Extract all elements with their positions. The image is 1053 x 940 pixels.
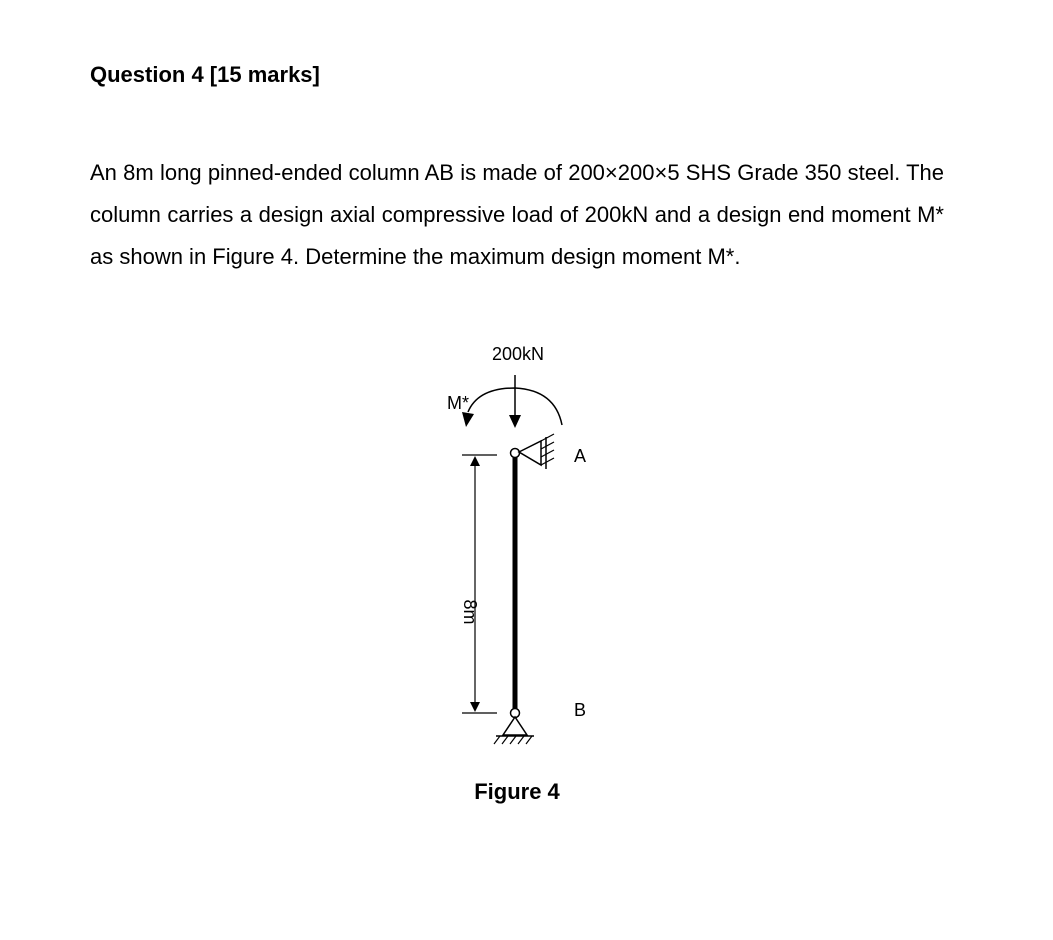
load-label: 200kN bbox=[491, 344, 545, 364]
length-dimension bbox=[462, 455, 497, 713]
figure-caption: Figure 4 bbox=[474, 779, 560, 804]
length-label: 8m bbox=[460, 599, 480, 625]
pin-support-bottom bbox=[494, 709, 534, 745]
axial-load-arrow bbox=[509, 375, 521, 428]
label-a: A bbox=[573, 446, 587, 466]
question-body: An 8m long pinned-ended column AB is made of 200×200×5 SHS Grade 350 steel. The column carries a design axial compressive load of 200kN and a design end moment M* as shown in Figure 4. Determine the maximum design moment M*. bbox=[90, 160, 944, 269]
label-b: B bbox=[573, 700, 587, 720]
question-title: Question 4 [15 marks] bbox=[90, 62, 320, 87]
moment-label: M* bbox=[447, 393, 469, 413]
